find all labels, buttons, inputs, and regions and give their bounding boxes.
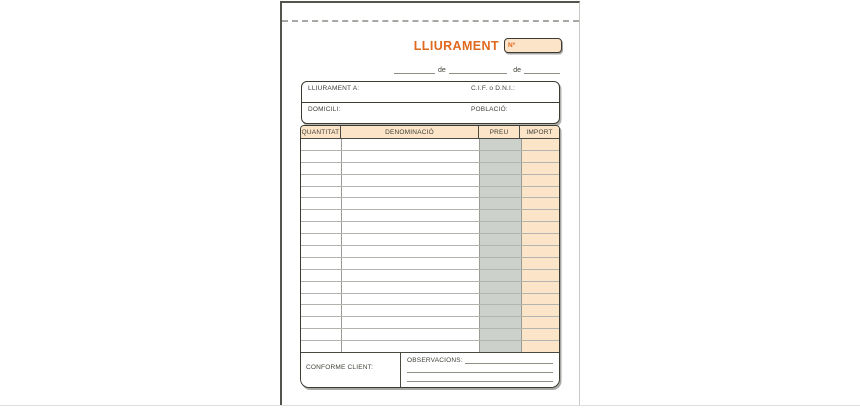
table-row: [301, 305, 559, 317]
number-box: [504, 38, 562, 53]
column-header-denominacio: DENOMINACIÓ: [341, 126, 479, 138]
table-body-rows: [301, 139, 559, 352]
conforme-client-label: CONFORME CLIENT:: [306, 364, 374, 371]
date-word: de: [513, 67, 521, 74]
form-title: LLIURAMENT: [413, 38, 499, 53]
table-row: [301, 294, 559, 306]
title-row: [282, 38, 562, 53]
table-body: [301, 139, 559, 352]
column-header-preu: PREU: [479, 126, 520, 138]
table-row: [301, 329, 559, 341]
table-row: [301, 234, 559, 246]
observacions-row: [407, 357, 553, 364]
write-line: [524, 72, 560, 74]
conforme-client-cell: [301, 353, 401, 387]
observacions-cell: [401, 353, 559, 387]
table-row: [301, 222, 559, 234]
field-label-lliurament-a: LLIURAMENT A:: [308, 85, 360, 92]
table-row: [301, 151, 559, 163]
table-row: [301, 282, 559, 294]
table-row: [301, 317, 559, 329]
field-label-poblacio: POBLACIÓ:: [471, 106, 508, 113]
perforation-line: [282, 20, 579, 22]
table-row: [301, 210, 559, 222]
table-row: [301, 258, 559, 270]
table-row: [301, 139, 559, 151]
table-row: [301, 163, 559, 175]
observacions-label: OBSERVACIONS:: [407, 357, 463, 364]
table-row: [301, 246, 559, 258]
date-line: [394, 67, 560, 74]
table-row: [301, 187, 559, 199]
write-line: [465, 362, 553, 364]
column-header-quantitat: QUANTITAT: [301, 126, 341, 138]
date-word: de: [438, 67, 446, 74]
table-row: [301, 341, 559, 352]
table-row: [301, 270, 559, 282]
column-header-import: IMPORT: [526, 128, 553, 136]
delivery-note-sheet: [280, 1, 580, 405]
recipient-row-2: [302, 103, 559, 123]
items-table: [300, 125, 560, 388]
number-label: Nº: [508, 42, 516, 49]
table-footer: [301, 352, 559, 387]
write-line: [407, 380, 553, 382]
write-line: [449, 72, 507, 74]
recipient-info-box: [301, 81, 560, 124]
photo-frame-bottom-edge: [0, 405, 860, 406]
field-label-domicili: DOMICILI:: [308, 106, 341, 113]
recipient-row-1: [302, 82, 559, 103]
table-header-row: [301, 126, 559, 139]
table-row: [301, 198, 559, 210]
write-line: [407, 371, 553, 373]
write-line: [394, 72, 435, 74]
field-label-cif-dni: C.I.F. o D.N.I.:: [471, 85, 516, 92]
table-row: [301, 175, 559, 187]
